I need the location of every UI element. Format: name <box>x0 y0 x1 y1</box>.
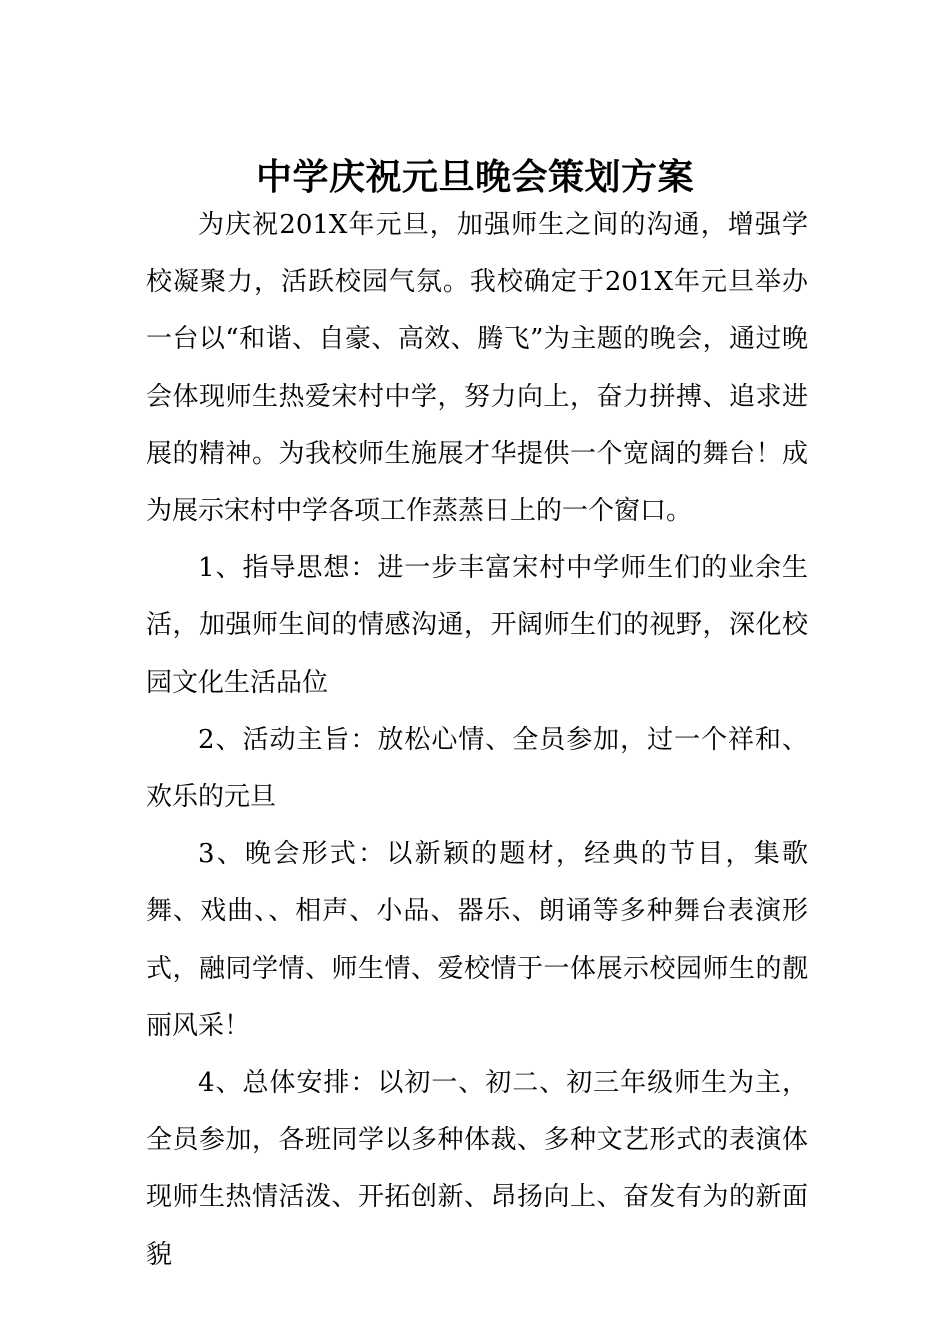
paragraph-overall-arrangement: 4、总体安排：以初一、初二、初三年级师生为主，全员参加，各班同学以多种体裁、多种文艺形式的表演体现师生热情活泼、开拓创新、昂扬向上、奋发有为的新面貌 <box>146 1068 808 1270</box>
document-body <box>146 197 808 1284</box>
paragraph-guiding-thought: 1、指导思想：进一步丰富宋村中学师生们的业余生活，加强师生间的情感沟通，开阔师生们的视野，深化校园文化生活品位 <box>146 553 808 698</box>
paragraph-intro: 为庆祝201X年元旦，加强师生之间的沟通，增强学校凝聚力，活跃校园气氛。我校确定于201X年元旦举办一台以“和谐、自豪、高效、腾飞”为主题的晚会，通过晚会体现师生热爱宋村中学，努力向上，奋力拼搏、追求进展的精神。为我校师生施展才华提供一个宽阔的舞台！成为展示宋村中学各项工作蒸蒸日上的一个窗口。 <box>146 210 808 527</box>
paragraph-gala-format: 3、晚会形式：以新颖的题材，经典的节目，集歌舞、戏曲、、相声、小品、器乐、朗诵等多种舞台表演形式，融同学情、师生情、爱校情于一体展示校园师生的靓丽风采！ <box>146 839 808 1041</box>
document-title: 中学庆祝元旦晚会策划方案 <box>255 156 694 199</box>
paragraph-activity-purpose: 2、活动主旨：放松心情、全员参加，过一个祥和、欢乐的元旦 <box>146 724 808 813</box>
